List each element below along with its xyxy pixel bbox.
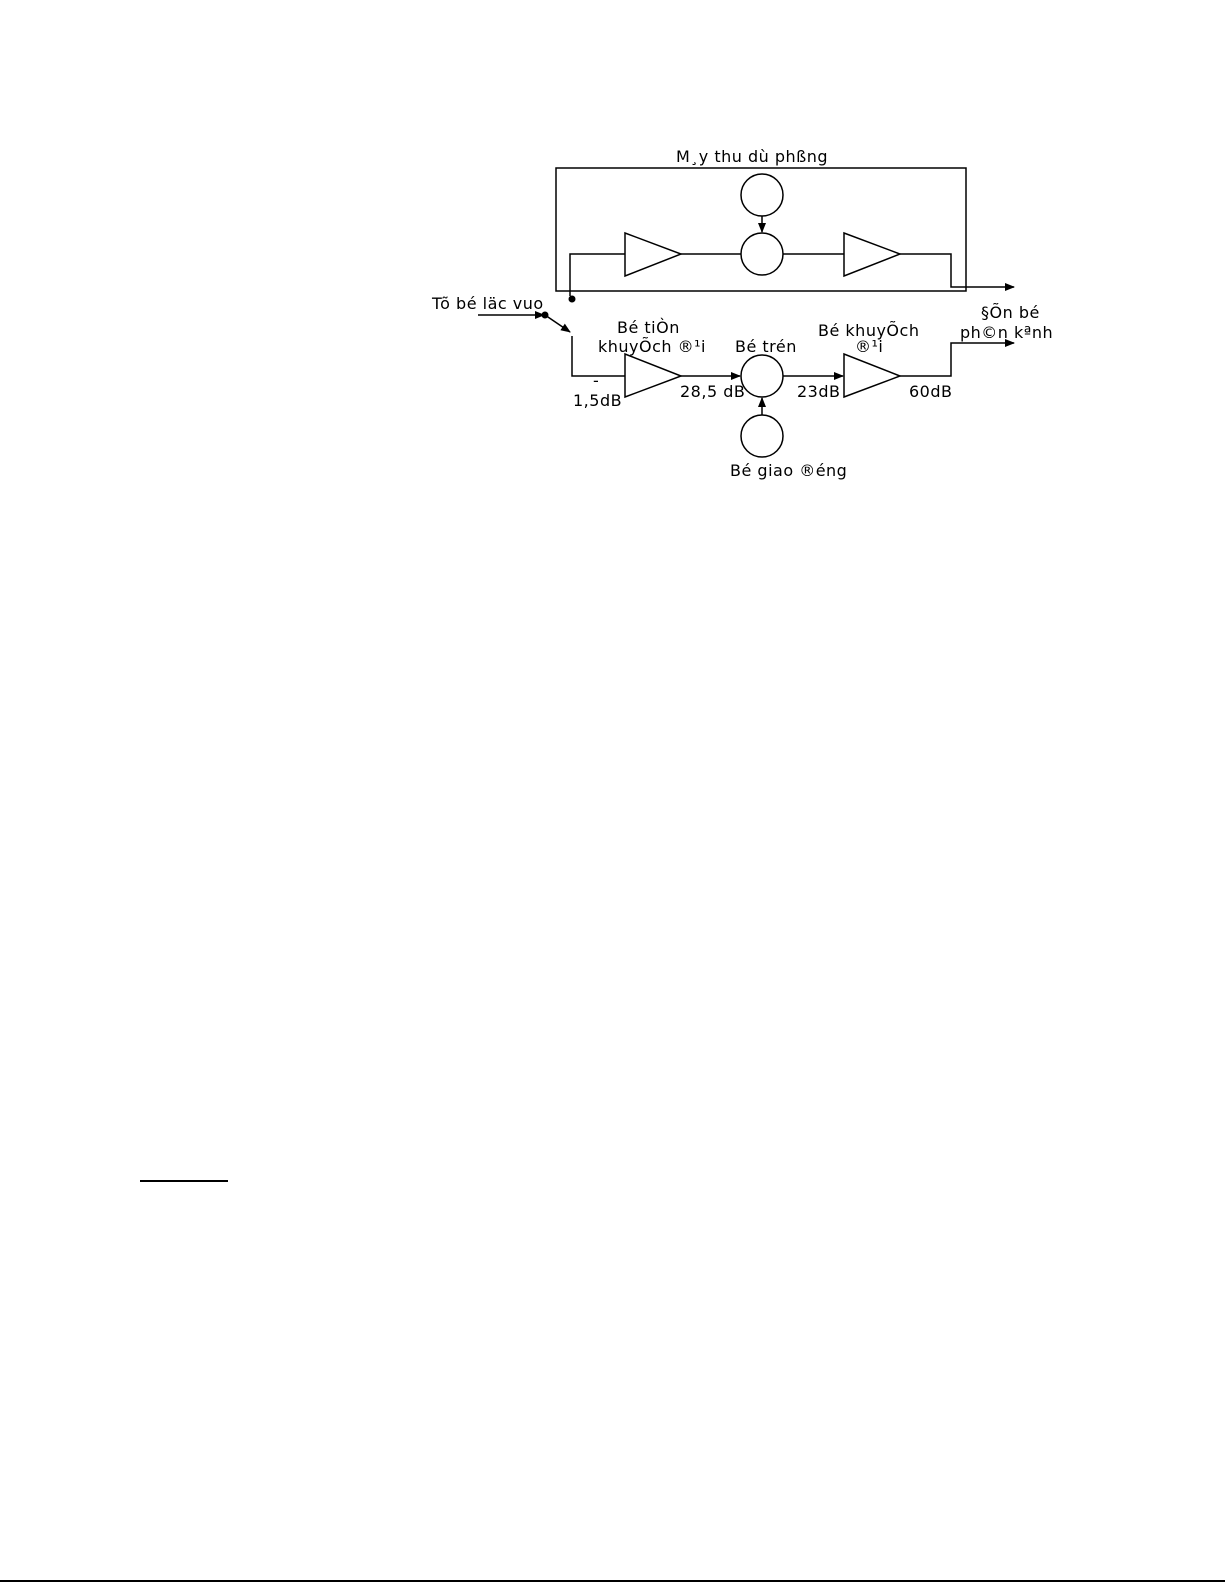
- backup-mixer-circle: [741, 233, 783, 275]
- backup-preamp-triangle: [625, 233, 681, 276]
- backup-oscillator-circle: [741, 174, 783, 216]
- if-amp-triangle: [844, 354, 900, 397]
- input-label: Tõ bé läc vuo: [432, 294, 544, 313]
- backup-output-wire: [900, 254, 1014, 287]
- backup-path-wire: [570, 254, 625, 296]
- page-bottom-rule: [0, 1580, 1225, 1582]
- text-underline-rule: [140, 1180, 228, 1182]
- backup-if-amp-triangle: [844, 233, 900, 276]
- preamp-label-line2: khuyÕch ®¹i: [598, 337, 706, 356]
- loss-sign: -: [593, 371, 600, 390]
- if-amp-gain: 60dB: [909, 382, 953, 401]
- if-amp-label-line1: Bé khuyÕch: [818, 321, 920, 340]
- preamp-triangle: [625, 354, 681, 397]
- backup-receiver-title: M¸y thu dù phßng: [676, 147, 829, 166]
- if-amp-label-line2: ®¹i: [855, 337, 884, 356]
- preamp-label-line1: Bé tiÒn: [617, 318, 680, 337]
- preamp-gain: 28,5 dB: [680, 382, 746, 401]
- mixer-label: Bé trén: [735, 337, 797, 356]
- output-wire: [900, 343, 1014, 376]
- oscillator-label: Bé giao ®éng: [730, 461, 848, 480]
- output-label-line1: §Õn bé: [981, 303, 1040, 322]
- mixer-circle: [741, 355, 783, 397]
- oscillator-circle: [741, 415, 783, 457]
- mixer-level: 23dB: [797, 382, 841, 401]
- switch-contact-upper: [569, 296, 576, 303]
- switch-lever: [545, 315, 570, 332]
- loss-value: 1,5dB: [573, 391, 623, 410]
- output-label-line2: ph©n kªnh: [960, 323, 1054, 342]
